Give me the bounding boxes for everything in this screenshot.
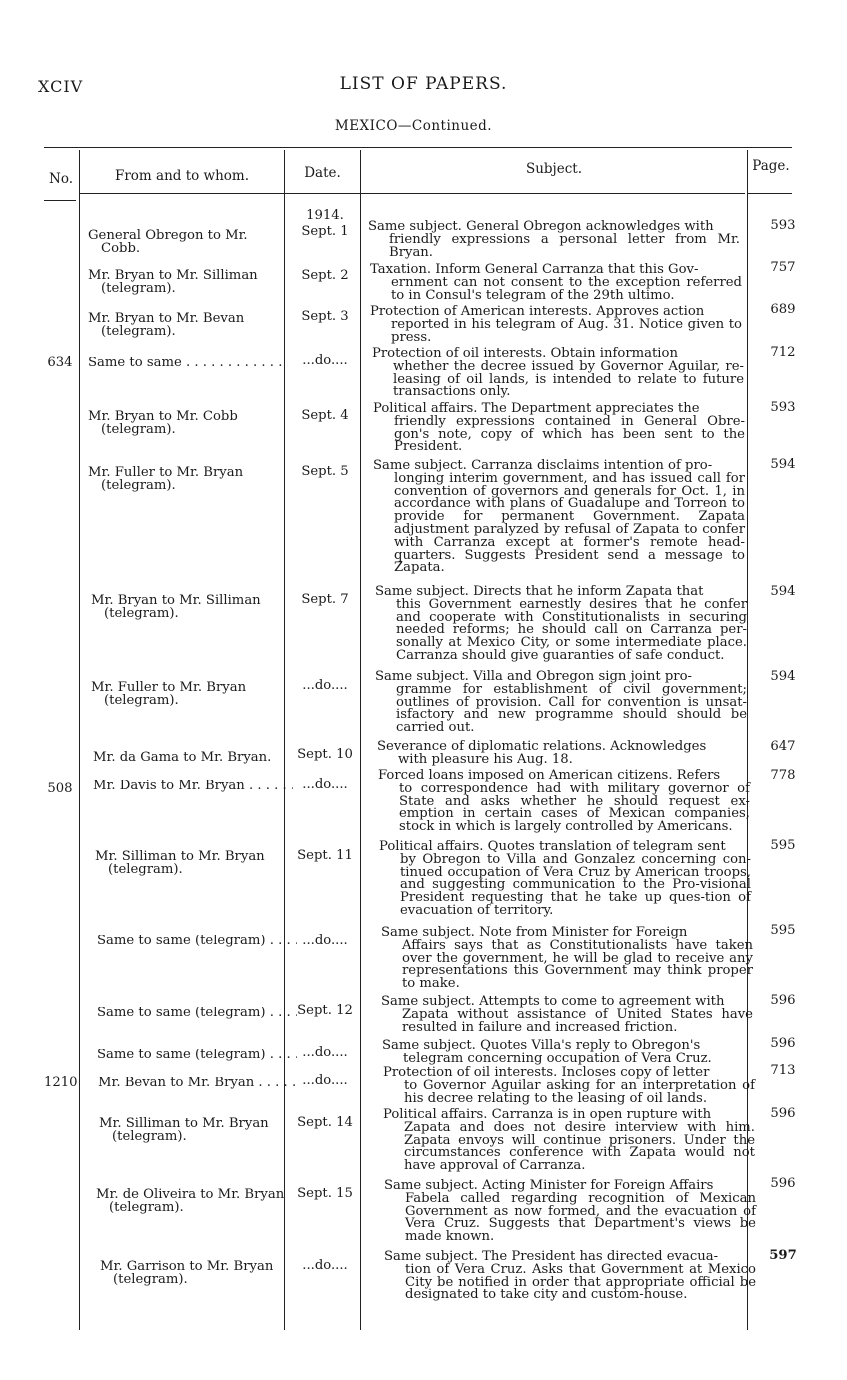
entry-date: ...do....: [302, 933, 348, 948]
header-bottom-rule: [79, 193, 745, 194]
entry-from: Same to same (telegram) . . .: [97, 935, 297, 948]
entry-subject: Same subject. Acting Minister for Foreign Affairs Fabela called regarding recognition of Mexican Government as now formed, and the evacuation of Vera Cruz. Suggests that Department's views be made known.: [384, 1178, 756, 1245]
entry-number: 508: [47, 781, 73, 796]
column-header-subject: Subject.: [525, 161, 583, 177]
entry-date: ...do....: [302, 1045, 348, 1060]
entry-page: 713: [770, 1063, 796, 1078]
entry-from: Same to same (telegram) . . .: [97, 1049, 297, 1062]
column-header-from: From and to whom.: [114, 168, 250, 184]
entry-page: 596: [770, 993, 796, 1008]
entry-date: ...do....: [302, 777, 348, 792]
entry-from: Mr. de Oliveira to Mr. Bryan (telegram).: [96, 1187, 285, 1215]
entry-date: Sept. 5: [301, 464, 349, 479]
entry-page: 594: [770, 669, 796, 684]
entry-date: Sept. 15: [297, 1186, 353, 1201]
year-label: 1914.: [306, 208, 344, 223]
entry-subject: Political affairs. The Department appreciates the friendly expressions contained in General Obre-gon's note, copy of which has been sent to the President.: [373, 401, 745, 455]
column-header-date: Date.: [304, 165, 341, 181]
entry-from: Mr. Fuller to Mr. Bryan (telegram).: [91, 680, 247, 708]
page-title: LIST OF PAPERS.: [339, 74, 508, 94]
entry-page: 757: [770, 260, 796, 275]
entry-date: ...do....: [302, 678, 348, 693]
entry-subject: Same subject. Attempts to come to agreement with Zapata without assistance of United States have resulted in failure and increased friction.: [381, 994, 753, 1035]
entry-page: 594: [770, 584, 796, 599]
entry-subject: Protection of American interests. Approves action reported in his telegram of Aug. 31. Notice given to press.: [370, 304, 742, 345]
entry-subject: Same subject. Directs that he inform Zapata that this Government earnestly desires that he confer and cooperate with Constitutionalists in securing needed reforms; he should call on Carranza per-sonally at Mexico City, or some intermediate place. Carranza should give guaranties of safe conduct.: [375, 584, 747, 663]
entry-from: Mr. Bevan to Mr. Bryan . . .: [98, 1077, 298, 1090]
entry-from: Mr. Garrison to Mr. Bryan (telegram).: [100, 1259, 274, 1287]
entry-subject: Same subject. Carranza disclaims intention of pro- longing interim government, and has issued call for convention of governors and generals for Oct. 1, in accordance with plans of Guadalupe and Torreon to provide for permanent Government. Zapata adjustment paralyzed by refusal of Zapata to confer with Carranza except at former's remote head-quarters. Suggests President send a message to Zapata.: [373, 458, 745, 576]
entry-from: Mr. Bryan to Mr. Cobb (telegram).: [88, 409, 238, 437]
entry-from: Mr. da Gama to Mr. Bryan.: [93, 750, 272, 765]
entry-subject: Same subject. General Obregon acknowledges with friendly expressions a personal letter from Mr. Bryan.: [368, 219, 740, 260]
entry-from: Mr. Silliman to Mr. Bryan (telegram).: [99, 1116, 269, 1144]
entry-date: ...do....: [302, 353, 348, 368]
entry-subject: Taxation. Inform General Carranza that this Gov- ernment can not consent to the exception referred to in Consul's telegram of the 29th ultimo.: [370, 262, 742, 303]
entry-date: ...do....: [302, 1073, 348, 1088]
entry-from: General Obregon to Mr. Cobb.: [88, 228, 248, 256]
entry-page: 595: [770, 923, 796, 938]
entry-page: 595: [770, 838, 796, 853]
entry-subject: Protection of oil interests. Obtain information whether the decree issued by Governor Aguilar, re-leasing of oil lands, is intended to relate to future transactions only.: [372, 346, 744, 400]
header-bottom-rule-left: [44, 200, 76, 201]
entry-page: 594: [770, 457, 796, 472]
entry-subject: Protection of oil interests. Incloses copy of letter to Governor Aguilar asking for an interpretation of his decree relating to the leasing of oil lands.: [383, 1065, 755, 1106]
entry-subject: Same subject. Villa and Obregon sign joint pro- gramme for establishment of civil government; outlines of provision. Call for convention is unsat-isfactory and new programme should should be carried out.: [375, 669, 747, 736]
entry-subject: Same subject. Note from Minister for Foreign Affairs says that as Constitutionalists have taken over the government, he will be glad to receive any representations this Government may think proper to make.: [381, 925, 753, 992]
entry-date: Sept. 14: [297, 1115, 353, 1130]
entry-page: 712: [770, 345, 796, 360]
entry-date: Sept. 1: [301, 224, 349, 239]
entry-subject: Political affairs. Quotes translation of telegram sent by Obregon to Villa and Gonzalez concerning con-tinued occupation of Vera Cruz by American troops, and suggesting communication to the Pro-visional President requesting that he take up ques-tion of evacuation of territory.: [379, 839, 751, 918]
entry-date: Sept. 3: [301, 309, 349, 324]
entry-page: 597: [769, 1248, 797, 1263]
header-bottom-rule-page: [748, 193, 792, 194]
entry-subject: Political affairs. Carranza is in open rupture with Zapata and does not desire interview with him. Zapata envoys will continue prisoners. Under the circumstances conference with Zapata would not have approval of Carranza.: [383, 1107, 755, 1174]
entry-date: Sept. 12: [297, 1003, 353, 1018]
entry-date: Sept. 2: [301, 268, 349, 283]
column-header-no: No.: [49, 171, 73, 187]
entry-page: 596: [770, 1176, 796, 1191]
entry-number: 1210: [44, 1075, 78, 1090]
entry-page: 593: [770, 400, 796, 415]
entry-subject: Same subject. Quotes Villa's reply to Obregon's telegram concerning occupation of Vera Cruz.: [382, 1038, 712, 1066]
entry-date: ...do....: [302, 1258, 348, 1273]
table-top-rule: [44, 147, 792, 148]
section-title: MEXICO—Continued.: [334, 118, 493, 134]
entry-from: Mr. Bryan to Mr. Silliman (telegram).: [91, 593, 261, 621]
entry-number: 634: [47, 355, 73, 370]
entry-date: Sept. 7: [301, 592, 349, 607]
entry-from: Mr. Fuller to Mr. Bryan (telegram).: [88, 465, 244, 493]
entry-page: 647: [770, 739, 796, 754]
entry-subject: Same subject. The President has directed evacua- tion of Vera Cruz. Asks that Government at Mexico City be notified in order that appropriate official be designated to take city and custom-house.: [384, 1249, 756, 1303]
entry-page: 689: [770, 302, 796, 317]
entry-from: Mr. Bryan to Mr. Silliman (telegram).: [88, 268, 258, 296]
entry-page: 593: [770, 218, 796, 233]
entry-page: 778: [770, 768, 796, 783]
column-header-page: Page.: [752, 158, 790, 174]
entry-from: Same to same . . .: [88, 357, 288, 370]
entry-page: 596: [770, 1036, 796, 1051]
entry-date: Sept. 10: [297, 747, 353, 762]
entry-subject: Severance of diplomatic relations. Acknowledges with pleasure his Aug. 18.: [377, 739, 707, 767]
page-number: XCIV: [38, 77, 84, 96]
entry-page: 596: [770, 1106, 796, 1121]
entry-from: Mr. Davis to Mr. Bryan . . .: [93, 780, 293, 793]
column-divider-3: [360, 150, 361, 1330]
column-divider-1: [79, 150, 80, 1330]
entry-from: Mr. Bryan to Mr. Bevan (telegram).: [88, 311, 245, 339]
entry-from: Same to same (telegram) . . .: [97, 1007, 297, 1020]
entry-date: Sept. 11: [297, 848, 353, 863]
entry-date: Sept. 4: [301, 408, 349, 423]
entry-from: Mr. Silliman to Mr. Bryan (telegram).: [95, 849, 265, 877]
entry-subject: Forced loans imposed on American citizens. Refers to correspondence had with military governor of State and asks whether he should request ex-emption in certain cases of Mexican companies, stock in which is largely controlled by Americans.: [378, 768, 750, 835]
